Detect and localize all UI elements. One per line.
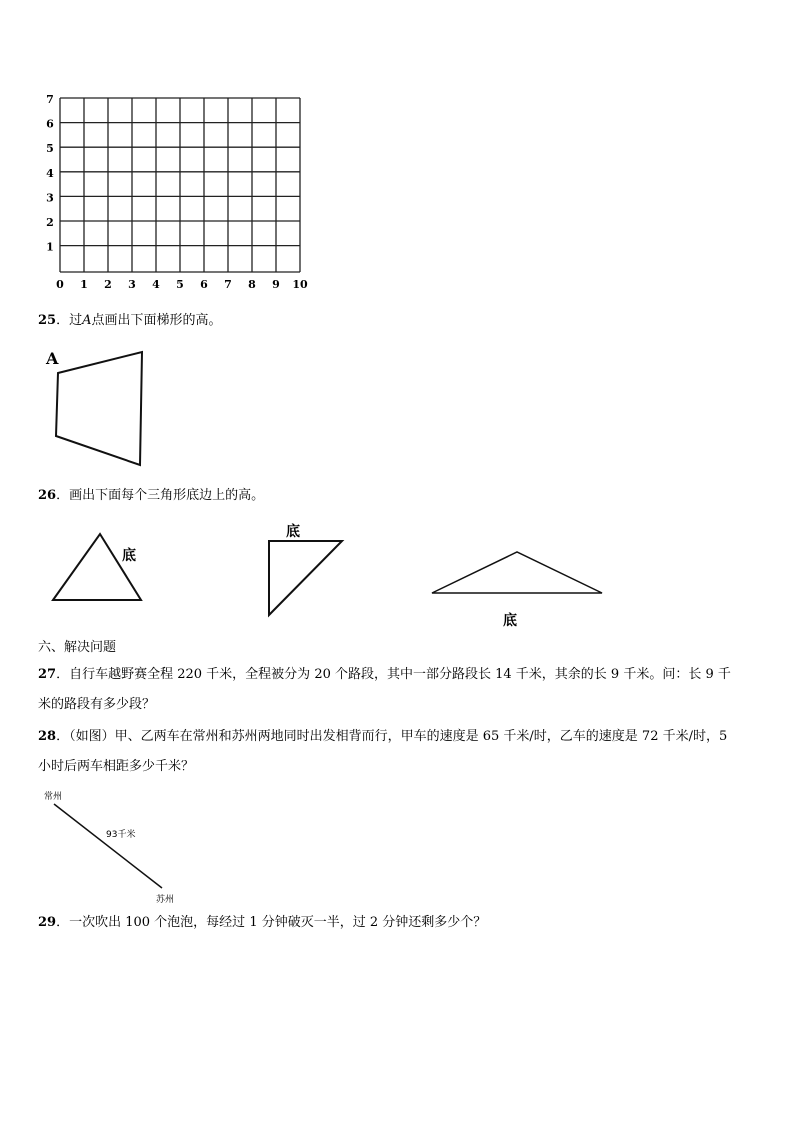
- question-26: 26．画出下面每个三角形底边上的高。: [38, 488, 265, 503]
- question-text: 画出下面每个三角形底边上的高。: [69, 488, 265, 503]
- x-label: 2: [104, 278, 112, 291]
- coordinate-grid: [30, 88, 320, 293]
- question-number: 25: [38, 313, 57, 328]
- section-title: 六、解决问题: [38, 640, 117, 655]
- x-label: 10: [292, 278, 308, 291]
- x-label: 6: [200, 278, 208, 291]
- point-label: A: [82, 313, 92, 328]
- base-label: 底: [122, 548, 136, 564]
- y-label: 2: [46, 216, 54, 229]
- y-label: 7: [46, 93, 54, 106]
- question-text: 过: [69, 313, 83, 328]
- question-28-line2: 小时后两车相距多少千米？: [38, 759, 195, 774]
- x-axis-labels: [56, 278, 308, 291]
- route-line: [54, 804, 162, 888]
- y-axis-labels: [46, 93, 54, 254]
- y-label: 3: [46, 191, 54, 205]
- question-text: 点画出下面梯形的高。: [91, 313, 222, 328]
- question-number: 26: [38, 488, 57, 503]
- x-label: 5: [176, 278, 184, 291]
- city-label-suzhou: 苏州: [156, 895, 175, 905]
- triangles-figure: [40, 518, 640, 633]
- base-label: 底: [503, 613, 517, 629]
- grid-lines: [60, 98, 300, 272]
- x-label: 4: [152, 278, 160, 291]
- question-25: 25．过A点画出下面梯形的高。: [38, 313, 222, 328]
- x-label: 8: [248, 278, 256, 291]
- base-label: 底: [286, 524, 300, 540]
- y-label: 6: [46, 117, 54, 131]
- trapezoid-shape: [56, 352, 142, 465]
- trapezoid-figure: [40, 340, 160, 475]
- x-label: 7: [224, 278, 232, 291]
- question-text: 一次吹出 100 个泡泡，每经过 1 分钟破灭一半，过 2 分钟还剩多少个？: [69, 915, 487, 930]
- y-label: 4: [46, 166, 54, 180]
- x-label: 1: [80, 278, 88, 291]
- x-label: 3: [128, 278, 136, 291]
- question-text: （如图）甲、乙两车在常州和苏州两地同时出发相背而行，甲车的速度是 65 千米/时，乙车的速度是 72 千米/时，5: [69, 729, 728, 744]
- triangle-2: [269, 541, 342, 615]
- vertex-label-a: A: [46, 349, 59, 368]
- y-label: 1: [46, 240, 54, 254]
- question-29: 29．一次吹出 100 个泡泡，每经过 1 分钟破灭一半，过 2 分钟还剩多少个？: [38, 915, 487, 930]
- triangle-1: [53, 534, 141, 600]
- triangle-3: [432, 552, 602, 593]
- question-number: 29: [38, 915, 57, 930]
- question-28: 28．（如图）甲、乙两车在常州和苏州两地同时出发相背而行，甲车的速度是 65 千米/时，乙车的速度是 72 千米/时，5: [38, 729, 728, 744]
- x-label: 0: [56, 278, 64, 291]
- distance-label: 93千米: [106, 830, 136, 840]
- question-text: 自行车越野赛全程 220 千米，全程被分为 20 个路段，其中一部分路段长 14 千米，其余的长 9 千米。问：长 9 千: [69, 667, 731, 682]
- question-27-line2: 米的路段有多少段？: [38, 697, 156, 712]
- question-number: 28: [38, 729, 57, 744]
- x-label: 9: [272, 278, 280, 291]
- y-label: 5: [46, 142, 54, 156]
- question-number: 27: [38, 667, 57, 682]
- question-27: 27．自行车越野赛全程 220 千米，全程被分为 20 个路段，其中一部分路段长 14 千米，其余的长 9 千米。问：长 9 千: [38, 667, 731, 682]
- city-label-changzhou: 常州: [44, 792, 63, 802]
- route-figure: [38, 785, 188, 905]
